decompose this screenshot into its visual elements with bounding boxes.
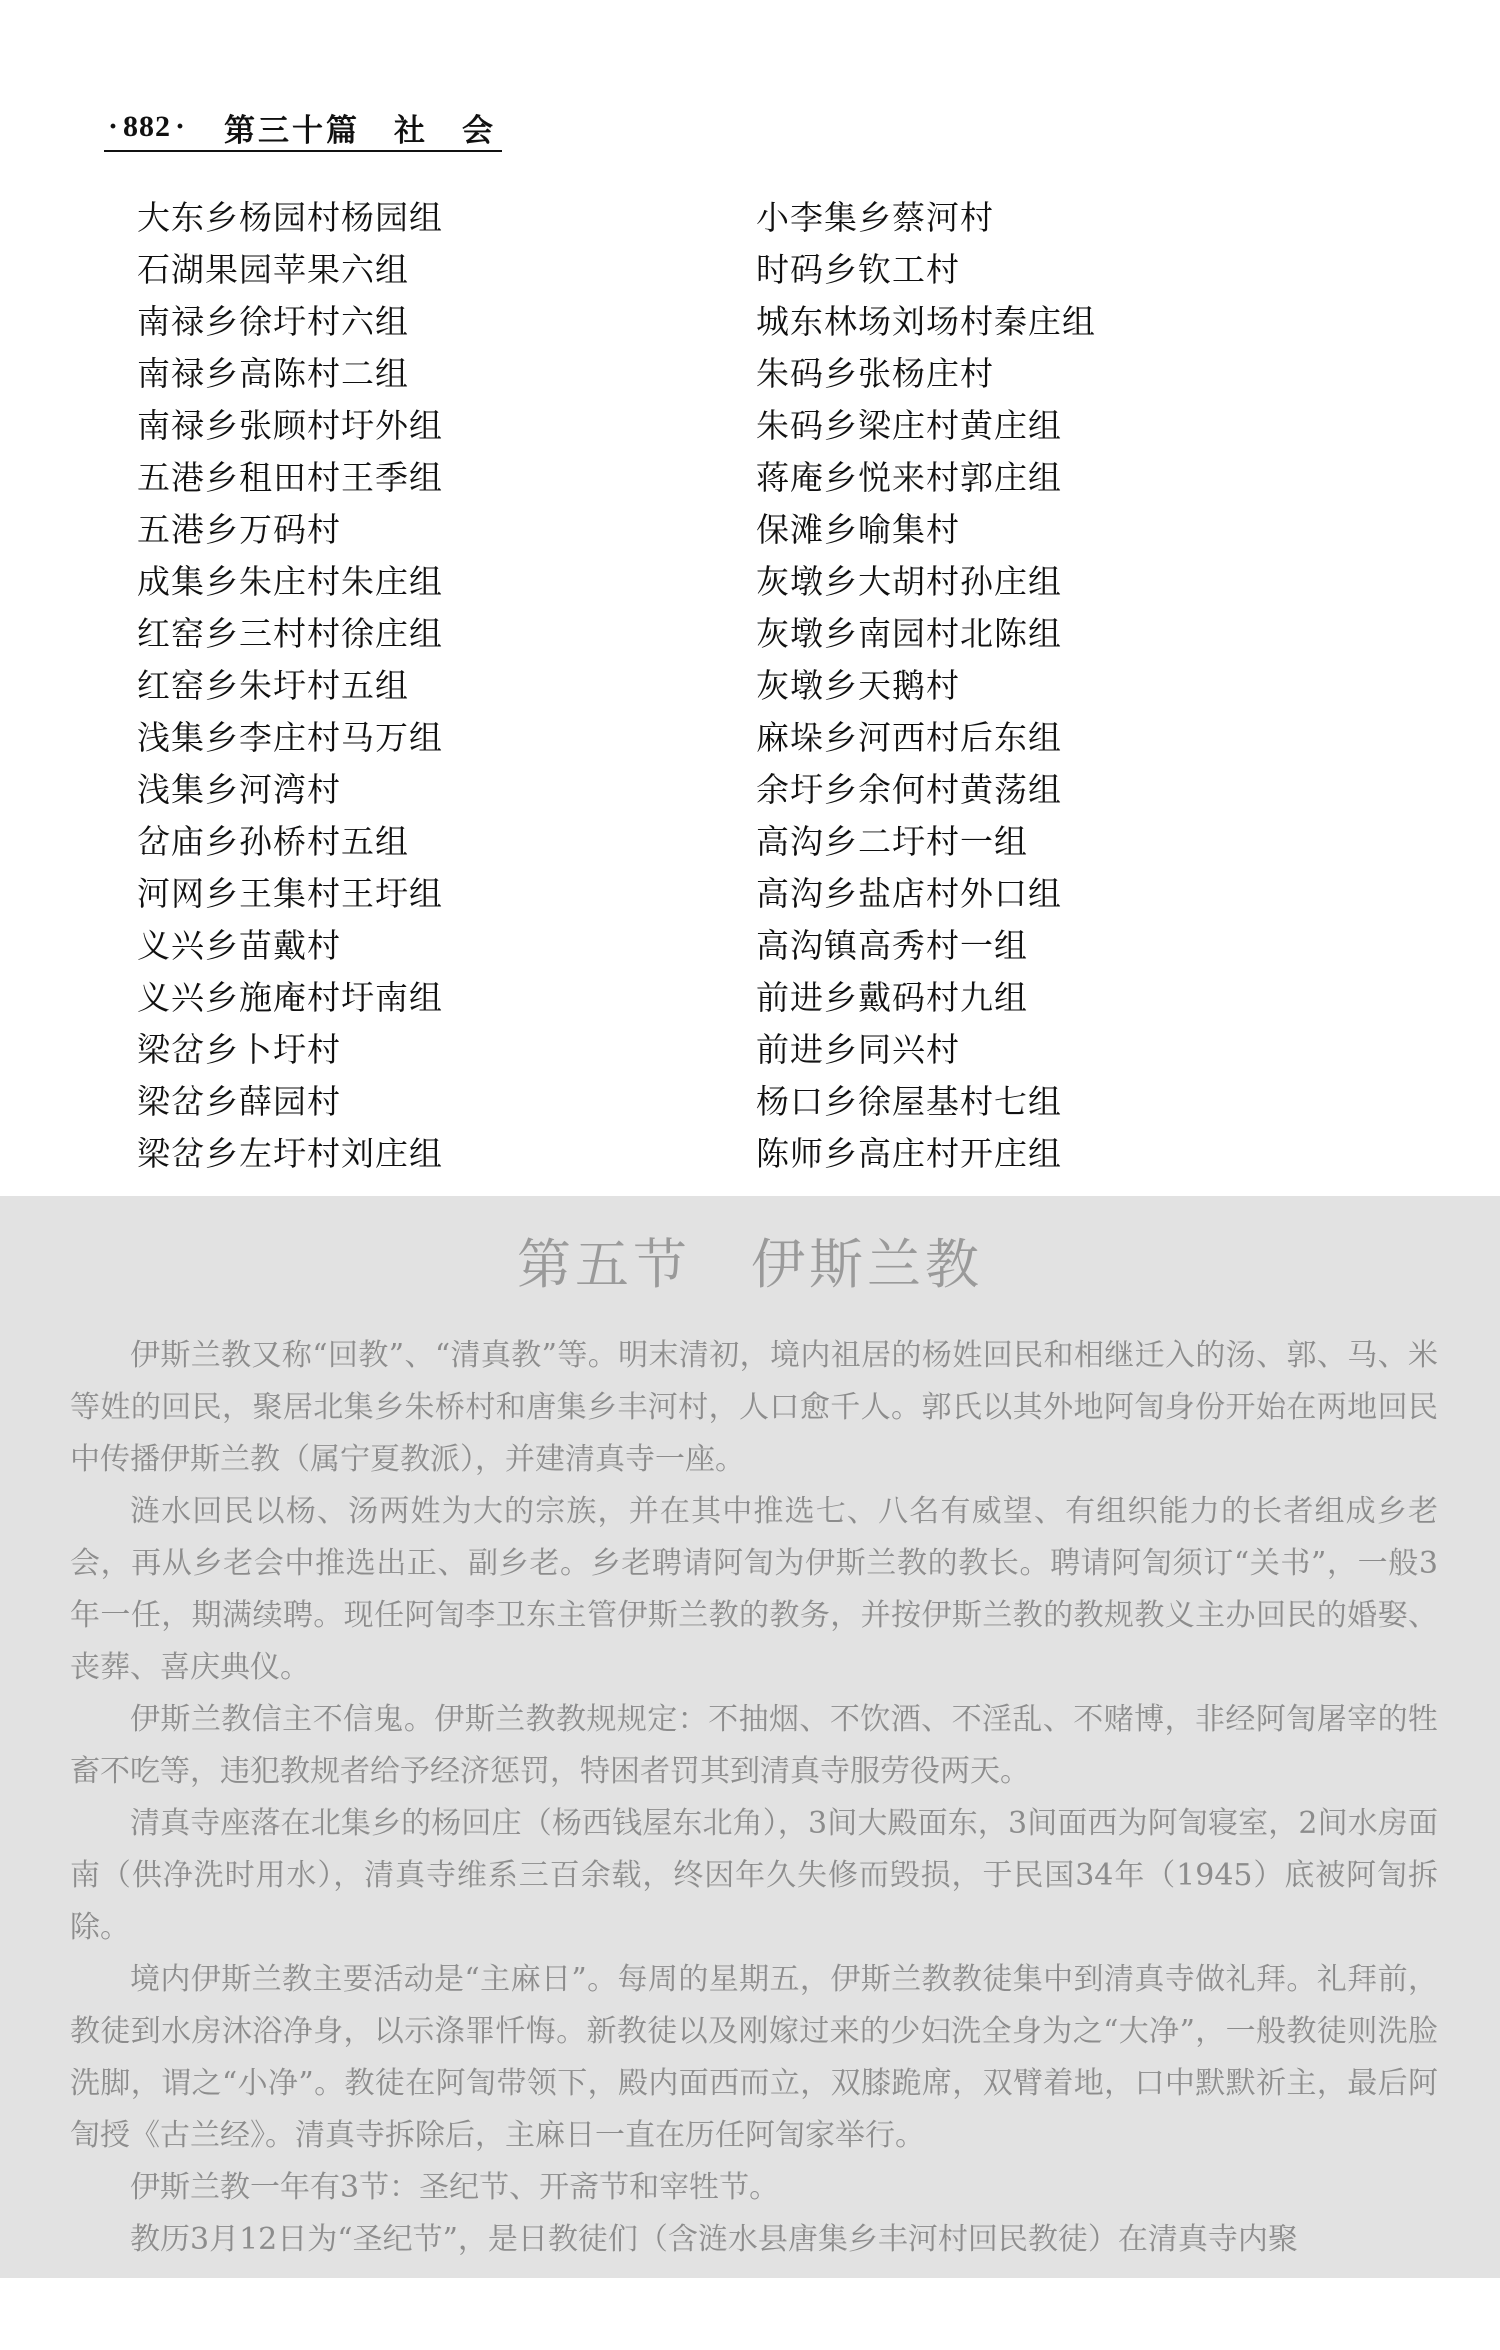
section-body [70,1330,1438,2266]
list-item: 高沟乡二圩村一组 [756,822,1028,861]
list-item: 义兴乡苗戴村 [137,926,341,965]
list-item: 蒋庵乡悦来村郭庄组 [756,458,1062,497]
list-item: 朱码乡张杨庄村 [756,354,994,393]
list-item: 成集乡朱庄村朱庄组 [137,562,443,601]
list-item: 浅集乡河湾村 [137,770,341,809]
list-item: 五港乡租田村王季组 [137,458,443,497]
list-item: 义兴乡施庵村圩南组 [137,978,443,1017]
list-item: 前进乡戴码村九组 [756,978,1028,1017]
list-item: 南禄乡张顾村圩外组 [137,406,443,445]
list-item: 红窑乡三村村徐庄组 [137,614,443,653]
chapter-title: 第三十篇 社 会 [224,112,497,149]
paragraph: 境内伊斯兰教主要活动是“主麻日”。每周的星期五，伊斯兰教教徒集中到清真寺做礼拜。礼拜前，教徒到水房沐浴净身，以示涤罪忏悔。新教徒以及刚嫁过来的少妇洗全身为之“大净”，一般教徒则洗脸洗脚，谓之“小净”。教徒在阿訇带领下，殿内面西而立，双膝跪席，双臂着地，口中默默祈主，最后阿訇授《古兰经》。清真寺拆除后，主麻日一直在历任阿訇家举行。 [70,1962,1438,2153]
list-item: 河网乡王集村王圩组 [137,874,443,913]
list-item: 灰墩乡天鹅村 [756,666,960,705]
list-item: 灰墩乡南园村北陈组 [756,614,1062,653]
paragraph: 伊斯兰教又称“回教”、“清真教”等。明末清初，境内祖居的杨姓回民和相继迁入的汤、郭、马、米等姓的回民，聚居北集乡朱桥村和唐集乡丰河村，人口愈千人。郭氏以其外地阿訇身份开始在两地回民中传播伊斯兰教（属宁夏教派），并建清真寺一座。 [70,1338,1438,1477]
page-number: · 882 · [108,110,187,143]
list-item: 高沟乡盐店村外口组 [756,874,1062,913]
list-item: 岔庙乡孙桥村五组 [137,822,409,861]
section-number: 第五节 [517,1233,691,1296]
paragraph: 涟水回民以杨、汤两姓为大的宗族，并在其中推选七、八名有威望、有组织能力的长者组成乡老会，再从乡老会中推选出正、副乡老。乡老聘请阿訇为伊斯兰教的教长。聘请阿訇须订“关书”，一般3年一任，期满续聘。现任阿訇李卫东主管伊斯兰教的教务，并按伊斯兰教的教规教义主办回民的婚娶、丧葬、喜庆典仪。 [70,1494,1438,1685]
list-item: 杨口乡徐屋基村七组 [756,1082,1062,1121]
list-item: 五港乡万码村 [137,510,341,549]
list-item: 灰墩乡大胡村孙庄组 [756,562,1062,601]
section-title [0,1222,1500,1299]
running-header [104,104,502,152]
list-item: 南禄乡徐圩村六组 [137,302,409,341]
list-item: 陈师乡高庄村开庄组 [756,1134,1062,1173]
list-item: 高沟镇高秀村一组 [756,926,1028,965]
list-item: 梁岔乡左圩村刘庄组 [137,1134,443,1173]
list-item: 大东乡杨园村杨园组 [137,198,443,237]
list-item: 麻垛乡河西村后东组 [756,718,1062,757]
list-item: 红窑乡朱圩村五组 [137,666,409,705]
village-list-left [137,192,443,1180]
list-item: 小李集乡蔡河村 [756,198,994,237]
paragraph: 伊斯兰教一年有3节：圣纪节、开斋节和宰牲节。 [130,2170,780,2205]
village-list-right [756,192,1096,1180]
paragraph: 教历3月12日为“圣纪节”，是日教徒们（含涟水县唐集乡丰河村回民教徒）在清真寺内聚 [130,2222,1298,2257]
list-item: 城东林场刘场村秦庄组 [756,302,1096,341]
list-item: 时码乡钦工村 [756,250,960,289]
list-item: 前进乡同兴村 [756,1030,960,1069]
paragraph: 清真寺座落在北集乡的杨回庄（杨西钱屋东北角），3间大殿面东，3间面西为阿訇寝室，2间水房面南（供净洗时用水），清真寺维系三百余载，终因年久失修而毁损，于民国34年（1945）底被阿訇拆除。 [70,1806,1438,1945]
list-item: 浅集乡李庄村马万组 [137,718,443,757]
list-item: 朱码乡梁庄村黄庄组 [756,406,1062,445]
list-item: 余圩乡余何村黄荡组 [756,770,1062,809]
list-item: 保滩乡喻集村 [756,510,960,549]
list-item: 石湖果园苹果六组 [137,250,409,289]
list-item: 南禄乡高陈村二组 [137,354,409,393]
section-name: 伊斯兰教 [751,1233,983,1296]
list-item: 梁岔乡卜圩村 [137,1030,341,1069]
paragraph: 伊斯兰教信主不信鬼。伊斯兰教教规规定：不抽烟、不饮酒、不淫乱、不赌博，非经阿訇屠宰的牲畜不吃等，违犯教规者给予经济惩罚，特困者罚其到清真寺服劳役两天。 [70,1702,1438,1789]
list-item: 梁岔乡薛园村 [137,1082,341,1121]
